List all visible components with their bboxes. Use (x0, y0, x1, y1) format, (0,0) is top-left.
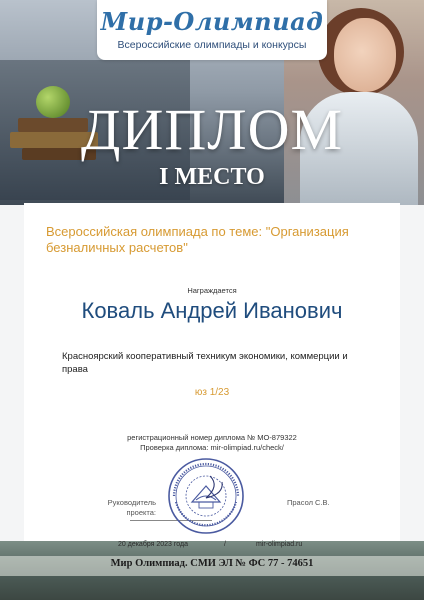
signature-label: Руководитель проекта: (107, 498, 156, 517)
logo-title: Мир-Олимпиад (100, 7, 324, 36)
site-logo (97, 0, 327, 60)
awarded-label: Награждается (187, 286, 237, 295)
group-code: юз 1/23 (194, 387, 230, 398)
recipient-name: Коваль Андрей Иванович (81, 298, 343, 323)
media-registration: Мир Олимпиад. СМИ ЭЛ № ФС 77 - 74651 (110, 558, 314, 569)
footer-separator: / (224, 541, 226, 548)
institution-name: Красноярский кооперативный техникум экономики, коммерции и права (62, 351, 348, 375)
diploma-title: ДИПЛОМ (80, 97, 344, 162)
check-link: Проверка диплома: mir-olimpiad.ru/check/ (140, 443, 284, 452)
signer-name: Прасол С.В. (287, 498, 330, 507)
olympiad-topic: Всероссийская олимпиада по теме: "Организация безналичных расчетов" (46, 224, 349, 255)
stamp-seal-icon (166, 456, 246, 536)
footer-date: 20 декабря 2023 года (118, 541, 189, 548)
footer-site: mir-olimpiad.ru (256, 541, 303, 548)
student-face (334, 18, 396, 92)
registration-number: регистрационный номер диплома № МО-879322 (127, 433, 297, 442)
logo-subtitle: Всероссийские олимпиады и конкурсы (117, 39, 307, 51)
place-award: I МЕСТО (159, 164, 265, 190)
